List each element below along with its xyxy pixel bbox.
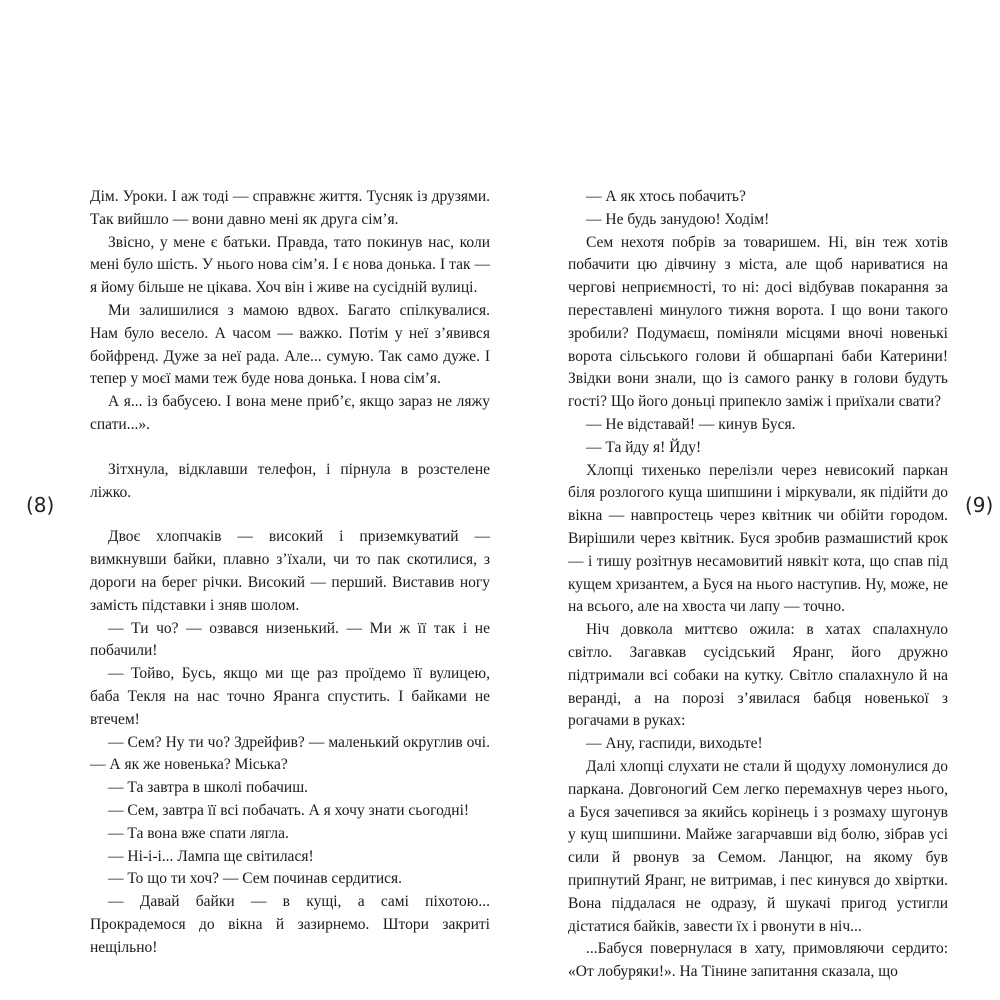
paragraph: Зітхнула, відклавши телефон, і пірнула в розстелене ліжко. <box>90 460 490 501</box>
paragraph: Двоє хлопчаків — високий і приземкуватий — вимкнувши байки, плавно з’їхали, чи то пак скотилися, з дороги на берег річки. Високий — перший. Виставив ногу замість підставки і зняв шолом. <box>90 528 490 614</box>
paragraph: Дім. Уроки. І аж тоді — справжнє життя. Тусняк із друзями. Так вийшло — вони давно мені як друга сім’я. <box>90 188 490 228</box>
paragraph: Далі хлопці слухати не стали й щодуху ломонулися до паркана. Довгоногий Сем легко перемахнув через нього, а Буся зачепився за якийсь корінець і з розмаху шугонув у кущ шипшини. Майже загарчавши від болю, зібрав усі сили й рвонув за Семом. Ланцюг, на якому був припнутий Яранг, не витримав, і пес кинувся до хвіртки. Вона піддалася не одразу, й шукачі пригод устигли дістатися байків, завести їх і рвонути в ніч... <box>568 757 948 935</box>
paragraph: — Та завтра в школі побачиш. <box>108 779 309 797</box>
paragraph: ...Бабуся повернулася в хату, примовляючи сердито: «От лобуряки!». На Тінине запитання сказала, що <box>568 940 948 981</box>
paragraph: — Та вона вже спати лягла. <box>108 824 289 842</box>
paragraph: — Не відставай! — кинув Буся. <box>586 415 796 433</box>
paragraph: — Сем, завтра її всі побачать. А я хочу знати сьогодні! <box>108 801 470 819</box>
right-page-text <box>568 186 948 984</box>
section-gap <box>90 437 490 459</box>
paragraph: Хлопці тихенько перелізли через невисокий паркан біля розлогого куща шипшини і міркували, як підійти до вікна — навпростець через квітник чи обійти городом. Вирішили через квітник. Буся зробив размашистий крок — і тишу розітнув несамовитий нявкіт кота, що спав під кущем хризантем, а Буся на нього наступив. Ну, може, не на всього, але на хвоста чи лапу — точно. <box>568 461 948 616</box>
left-page-text <box>90 186 490 960</box>
paragraph: — Ні-і-і... Лампа ще світилася! <box>108 847 314 865</box>
paragraph: — То що ти хоч? — Сем починав сердитися. <box>108 870 403 888</box>
paragraph: — Ану, гаспиди, виходьте! <box>586 735 763 753</box>
paragraph: — Не будь занудою! Ходім! <box>586 210 770 228</box>
paragraph: — А як хтось побачить? <box>586 188 746 205</box>
paragraph: Ми залишилися з мамою вдвох. Багато спілкувалися. Нам було весело. А часом — важко. Потім у неї з’явився бойфренд. Дуже за неї рада. Але... сумую. Так само дуже. І тепер у моєї мами теж буде нова донька. І нова сім’я. <box>90 301 490 388</box>
paragraph: — Сем? Ну ти чо? Здрейфив? — маленький округлив очі. — А як же новенька? Міська? <box>90 733 490 774</box>
paragraph: А я... із бабусею. І вона мене приб’є, якщо зараз не ляжу спати...». <box>90 393 490 433</box>
paragraph: — Давай байки — в кущі, а самі піхотою... Прокрадемося до вікна й зазирнемо. Штори закриті нещільно! <box>90 893 490 956</box>
paragraph: Звісно, у мене є батьки. Правда, тато покинув нас, коли мені було шість. У нього нова сім’я. І є нова донька. І так — я йому більше не цікава. Хоч він і живе на сусідній вулиці. <box>90 233 490 297</box>
paragraph: Ніч довкола миттєво ожила: в хатах спалахнуло світло. Загавкав сусідський Яранг, його дружно підтримали всі собаки на кутку. Світло спалахнуло й на веранді, а на порозі з’явилася бабця новенької з рогачами в руках: <box>568 621 948 730</box>
paragraph: — Тойво, Бусь, якщо ми ще раз проїдемо її вулицею, баба Текля на нас точно Яранга спустить. І байками не втечем! <box>90 665 490 728</box>
paragraph: — Ти чо? — озвався низенький. — Ми ж її так і не побачили! <box>90 619 490 660</box>
paragraph: Сем нехотя побрів за товаришем. Ні, він теж хотів побачити цю дівчину з міста, але щоб нариватися на чергові неприємності, то ні: досі відбував покарання за переставлені минулого тижня ворота. І що вони такого зробили? Подумаєш, поміняли місцями вночі новенькі ворота сільського голови й обшарпані баби Катерини! Звідки вони знали, що із самого ранку в голови будуть гості? Що його доньці припекло заміж і приїхали свати? <box>568 233 948 411</box>
page-number-right: (9) <box>965 493 994 517</box>
page-number-left: (8) <box>26 493 55 517</box>
paragraph: — Та йду я! Йду! <box>586 438 702 456</box>
section-gap <box>90 504 490 526</box>
